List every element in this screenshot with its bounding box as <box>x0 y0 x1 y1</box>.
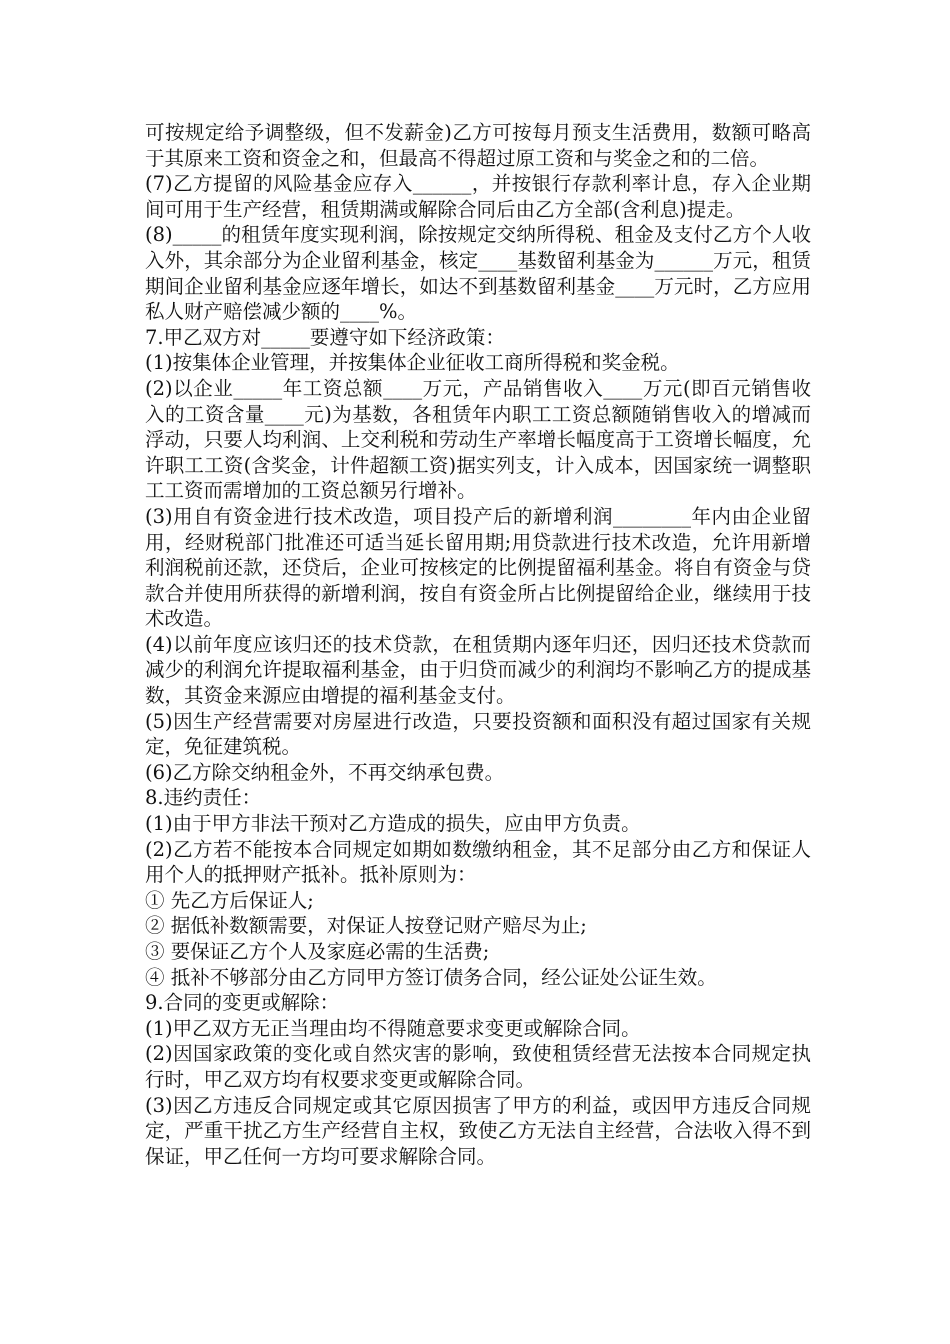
list-item-1: ① 先乙方后保证人; <box>145 888 314 912</box>
section-heading-8: 8.违约责任： <box>145 786 262 810</box>
paragraph-20: (2)因国家政策的变化或自然灾害的影响，致使租赁经营无法按本合同规定执行时，甲乙双方均有权要求变更或解除合同。 <box>145 1042 811 1091</box>
paragraph-13: (2)乙方若不能按本合同规定如期如数缴纳租金，其不足部分由乙方和保证人用个人的抵押财产抵补。抵补原则为： <box>145 837 811 887</box>
paragraph-2: (7)乙方提留的风险基金应存入______，并按银行存款利率计息，存入企业期间可用于生产经营，租赁期满或解除合同后由乙方全部(含利息)提走。 <box>145 172 811 221</box>
paragraph-5: (1)按集体企业管理，并按集体企业征收工商所得税和奖金税。 <box>145 351 680 375</box>
paragraph-12: (1)由于甲方非法干预对乙方造成的损失，应由甲方负责。 <box>145 812 641 836</box>
paragraph-7: (3)用自有资金进行技术改造，项目投产后的新增利润________年内由企业留用，经财税部门批准还可适当延长留用期;用贷款进行技术改造，允许用新增利润税前还款，还贷后，企业可按核定的比例提留福利基金。将自有资金与贷款合并使用所获得的新增利润，按自有资金所占比例提留给企业，继续用于技术改造。 <box>145 504 811 631</box>
list-item-3: ③ 要保证乙方个人及家庭必需的生活费; <box>145 940 490 963</box>
paragraph-9: (5)因生产经营需要对房屋进行改造，只要投资额和面积没有超过国家有关规定，免征建筑税。 <box>145 709 811 759</box>
paragraph-21: (3)因乙方违反合同规定或其它原因损害了甲方的利益，或因甲方违反合同规定，严重干扰乙方生产经营自主权，致使乙方无法自主经营，合法收入得不到保证，甲乙任何一方均可要求解除合同。 <box>145 1093 811 1168</box>
paragraph-10: (6)乙方除交纳租金外，不再交纳承包费。 <box>145 760 505 784</box>
section-heading-7: 7.甲乙双方对_____要遵守如下经济政策： <box>145 325 505 349</box>
paragraph-19: (1)甲乙双方无正当理由均不得随意要求变更或解除合同。 <box>145 1016 641 1040</box>
document-body <box>145 120 811 1169</box>
paragraph-8: (4)以前年度应该归还的技术贷款，在租赁期内逐年归还，因归还技术贷款而减少的利润允许提取福利基金，由于归贷而减少的利润均不影响乙方的提成基数，其资金来源应由增提的福利基金支付。 <box>145 632 811 708</box>
paragraph-6: (2)以企业_____年工资总额____万元，产品销售收入____万元(即百元销售收入的工资含量____元)为基数，各租赁年内职工工资总额随销售收入的增减而浮动，只要人均利润、上交利税和劳动生产率增长幅度高于工资增长幅度，允许职工工资(含奖金，计件超额工资)据实列支，计入成本，因国家统一调整职工工资而需增加的工资总额另行增补。 <box>145 376 811 503</box>
paragraph-3: (8)_____的租赁年度实现利润，除按规定交纳所得税、租金及支付乙方个人收入外，其余部分为企业留利基金，核定____基数留利基金为______万元，租赁期间企业留利基金应逐年增长，如达不到基数留利基金____万元时，乙方应用私人财产赔偿减少额的____%。 <box>145 223 811 324</box>
list-item-2: ② 据低补数额需要，对保证人按登记财产赔尽为止; <box>145 914 587 938</box>
section-heading-9: 9.合同的变更或解除： <box>145 991 340 1015</box>
list-item-4: ④ 抵补不够部分由乙方同甲方签订债务合同，经公证处公证生效。 <box>145 965 717 989</box>
paragraph-1: 可按规定给予调整级，但不发薪金)乙方可按每月预支生活费用，数额可略高于其原来工资和资金之和，但最高不得超过原工资和与奖金之和的二倍。 <box>145 121 811 170</box>
